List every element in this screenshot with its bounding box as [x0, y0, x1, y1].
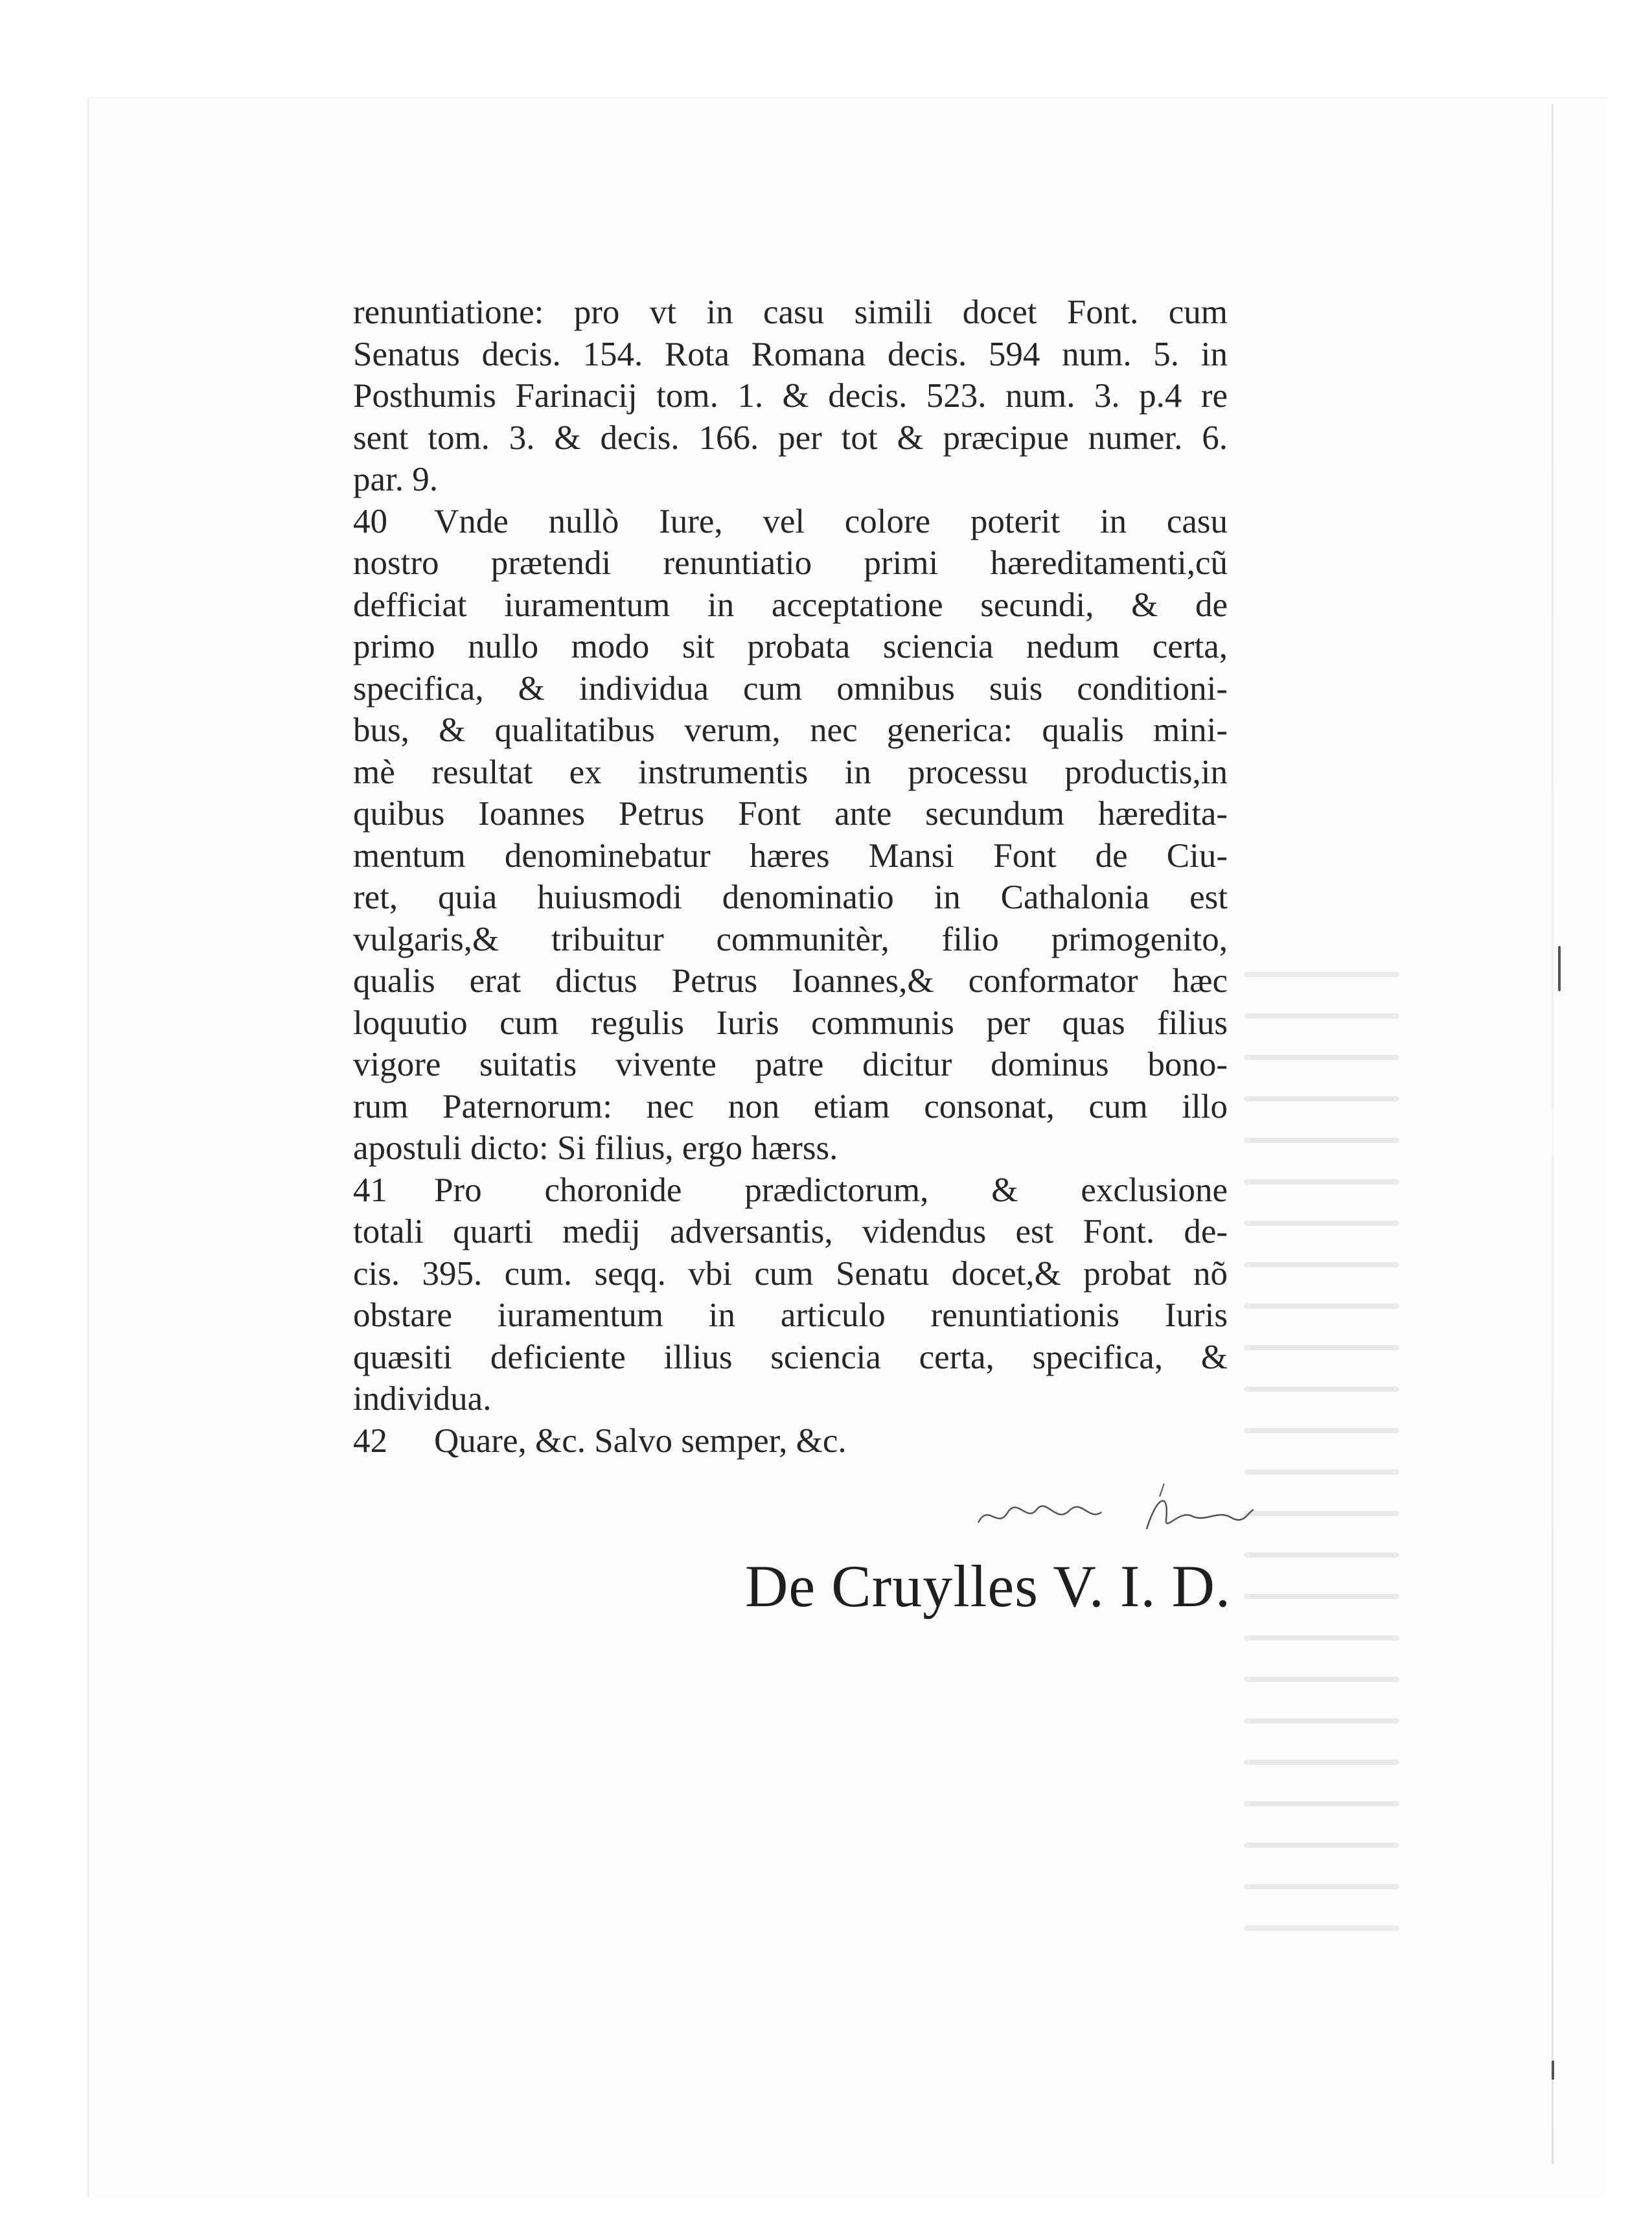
bleed-line [1244, 1138, 1399, 1143]
line-text: vulgaris,& tribuitur communitèr, filio primogenito, [353, 920, 1228, 958]
text-line [353, 1127, 1228, 1169]
line-text: mentum denominebatur hæres Mansi Font de Ciu- [353, 836, 1228, 875]
bleed-line [1244, 1635, 1399, 1641]
text-line [353, 919, 1228, 961]
text-line [353, 1044, 1228, 1086]
line-text: Posthumis Farinacij tom. 1. & decis. 523. num. 3. p.4 re [353, 377, 1228, 415]
line-text: vigore suitatis vivente patre dicitur dominus bono- [353, 1046, 1228, 1083]
text-line [353, 375, 1228, 417]
signature-line: De Cruylles V. I. D. [744, 1553, 1231, 1619]
bleed-line [1244, 1013, 1399, 1019]
text-line [353, 877, 1228, 919]
text-line [353, 417, 1228, 459]
text-line [353, 459, 1228, 501]
text-line [353, 1420, 1228, 1462]
line-text: loquutio cum regulis Iuris communis per quas filius [353, 1004, 1228, 1042]
line-text: defficiat iuramentum in acceptatione secundi, & de [353, 586, 1228, 624]
line-text: sent tom. 3. & decis. 166. per tot & præcipue numer. 6. [353, 419, 1228, 457]
handwritten-annotation [972, 1484, 1257, 1542]
line-text: quibus Ioannes Petrus Font ante secundum hæredita- [353, 795, 1228, 833]
bleed-line [1244, 1221, 1399, 1226]
body-text [353, 292, 1228, 1462]
bleed-line [1244, 1926, 1399, 1931]
bleed-line [1244, 1387, 1399, 1392]
text-line [353, 584, 1228, 627]
bleed-line [1244, 1594, 1399, 1599]
paragraph-number: 42 [353, 1422, 387, 1460]
bleed-line [1244, 1511, 1399, 1516]
line-text: Quare, &c. Salvo semper, &c. [434, 1422, 847, 1460]
bleed-line [1244, 1469, 1399, 1475]
text-line [353, 960, 1228, 1002]
line-text: obstare iuramentum in articulo renuntiationis Iuris [353, 1296, 1228, 1334]
text-line [353, 1211, 1228, 1253]
line-text: primo nullo modo sit probata sciencia nedum certa, [353, 628, 1228, 665]
margin-mark [1558, 946, 1561, 991]
bleed-line [1244, 1304, 1399, 1309]
text-line [353, 1337, 1228, 1379]
margin-mark [1552, 2060, 1554, 2080]
text-line [353, 1169, 1228, 1212]
bleed-line [1244, 972, 1399, 977]
paragraph-number: 41 [353, 1171, 387, 1209]
text-line [353, 1086, 1228, 1128]
text-line [353, 501, 1228, 543]
line-text: qualis erat dictus Petrus Ioannes,& conformator hæc [353, 962, 1228, 1000]
line-text: renuntiatione: pro vt in casu simili docet Font. cum [353, 294, 1228, 331]
bleed-line [1244, 1843, 1399, 1848]
bleed-line [1244, 1884, 1399, 1889]
line-text: Vnde nullò Iure, vel colore poterit in casu [434, 502, 1228, 540]
text-line [353, 1253, 1228, 1295]
line-text: totali quarti medij adversantis, videndus est Font. de- [353, 1213, 1228, 1250]
paragraph-number: 40 [353, 502, 387, 540]
bleed-line [1244, 1179, 1399, 1184]
text-line [353, 542, 1228, 584]
text-line [353, 334, 1228, 376]
bleed-line [1244, 1760, 1399, 1765]
bleed-line [1244, 1345, 1399, 1350]
line-text: Senatus decis. 154. Rota Romana decis. 594 num. 5. in [353, 335, 1228, 373]
bleed-line [1244, 1801, 1399, 1806]
bleed-line [1244, 1096, 1399, 1101]
line-text: bus, & qualitatibus verum, nec generica: qualis mini- [353, 711, 1228, 749]
bleed-line [1244, 1718, 1399, 1723]
text-line [353, 752, 1228, 794]
line-text: ret, quia huiusmodi denominatio in Cathalonia est [353, 879, 1228, 916]
line-text: specifica, & individua cum omnibus suis conditioni- [353, 669, 1228, 708]
text-line [353, 793, 1228, 835]
line-text: nostro prætendi renuntiatio primi hæreditamenti,cũ [353, 544, 1228, 582]
text-line [353, 292, 1228, 334]
text-line [353, 709, 1228, 752]
text-line [353, 835, 1228, 877]
text-line [353, 626, 1228, 668]
line-text: apostuli dicto: Si filius, ergo hærss. [353, 1129, 838, 1167]
line-text: rum Paternorum: nec non etiam consonat, cum illo [353, 1087, 1228, 1125]
line-text: Pro choronide prædictorum, & exclusione [434, 1171, 1228, 1209]
line-text: quæsiti deficiente illius sciencia certa, specifica, & [353, 1338, 1228, 1376]
bleed-line [1244, 1262, 1399, 1267]
line-text: individua. [353, 1380, 492, 1418]
text-line [353, 668, 1228, 710]
bleed-line [1244, 1677, 1399, 1682]
bleed-line [1244, 1055, 1399, 1060]
text-line [353, 1295, 1228, 1337]
bleed-line [1244, 1428, 1399, 1433]
page-edge [1552, 104, 1554, 2164]
text-line [353, 1002, 1228, 1044]
line-text: par. 9. [353, 461, 438, 498]
line-text: mè resultat ex instrumentis in processu productis,in [353, 753, 1228, 791]
show-through-text [1244, 972, 1399, 1970]
bleed-line [1244, 1552, 1399, 1558]
line-text: cis. 395. cum. seqq. vbi cum Senatu docet,& probat nõ [353, 1254, 1228, 1293]
text-line [353, 1378, 1228, 1420]
